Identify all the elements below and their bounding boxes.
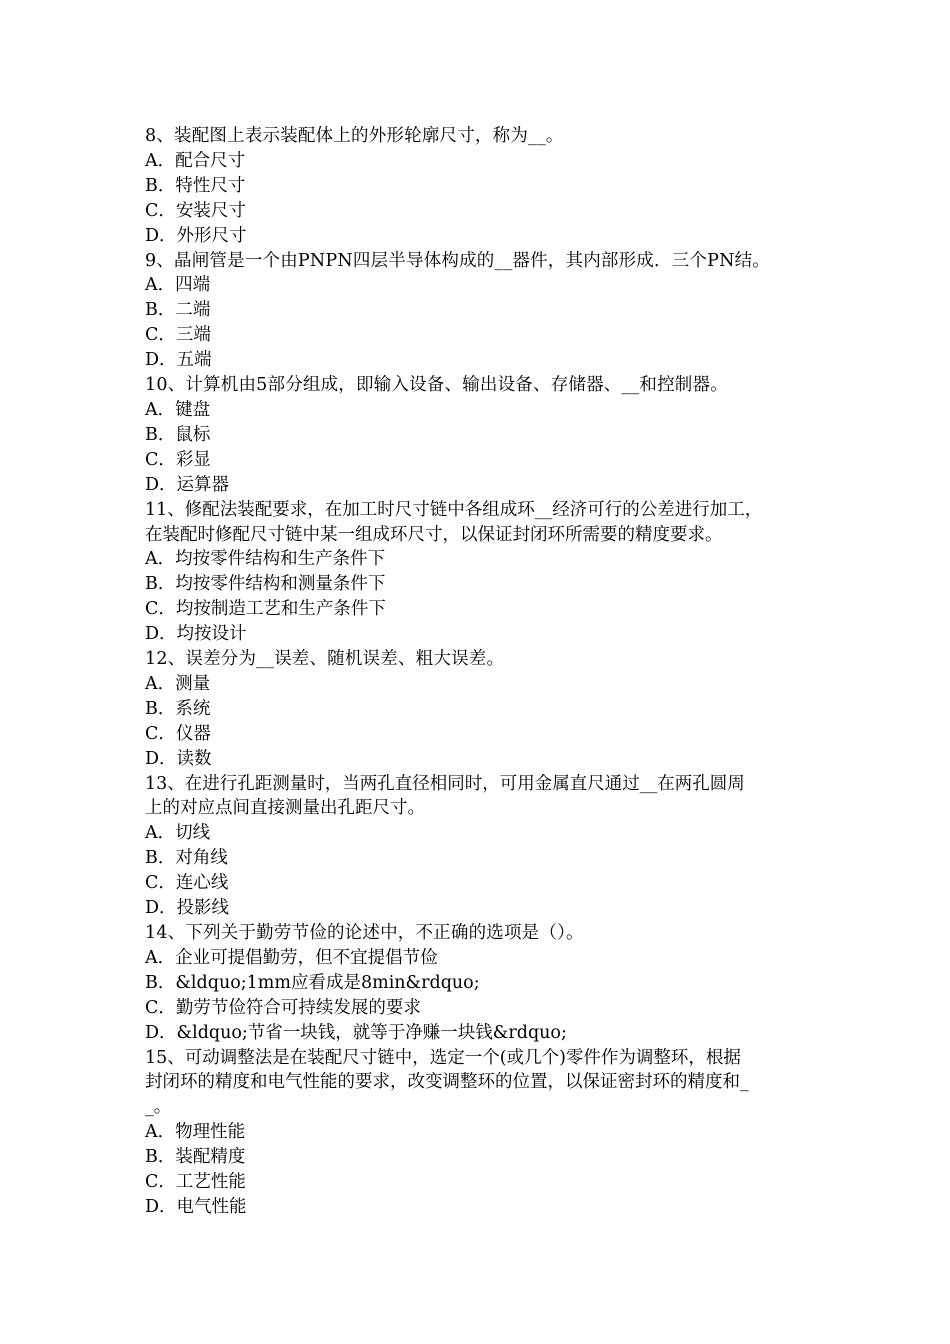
option-b: B．二端 xyxy=(145,300,211,321)
option-c: C．均按制造工艺和生产条件下 xyxy=(145,599,386,620)
question-text-line-2: 上的对应点间直接测量出孔距尺寸。 xyxy=(145,798,425,819)
document-page xyxy=(145,124,820,1220)
option-d: D．运算器 xyxy=(145,474,230,495)
option-c: C．安装尺寸 xyxy=(145,200,246,221)
option-d: D．外形尺寸 xyxy=(145,225,247,246)
option-d: D．&ldquo;节省一块钱，就等于净赚一块钱&rdquo; xyxy=(145,1022,567,1043)
question-11 xyxy=(145,498,820,647)
question-14 xyxy=(145,921,820,1046)
option-a: A．四端 xyxy=(145,275,211,296)
question-text: 14、下列关于勤劳节俭的论述中，不正确的选项是（）。 xyxy=(145,923,584,943)
option-c: C．勤劳节俭符合可持续发展的要求 xyxy=(145,997,421,1018)
option-a: A．企业可提倡勤劳，但不宜提倡节俭 xyxy=(145,947,438,968)
option-b: B．系统 xyxy=(145,698,211,719)
option-b: B．鼠标 xyxy=(145,424,211,445)
question-text: 10、计算机由5部分组成，即输入设备、输出设备、存储器、__和控制器。 xyxy=(145,375,728,396)
option-d: D．五端 xyxy=(145,350,212,371)
option-a: A．键盘 xyxy=(145,399,211,420)
option-c: C．彩显 xyxy=(145,449,211,470)
option-a: A．配合尺寸 xyxy=(145,150,246,171)
option-a: A．物理性能 xyxy=(145,1122,246,1143)
option-d: D．读数 xyxy=(145,748,212,769)
option-b: B．特性尺寸 xyxy=(145,175,246,196)
question-text-line-1: 15、可动调整法是在装配尺寸链中，选定一个(或几个)零件作为调整环，根据 xyxy=(145,1047,741,1068)
option-b: B．装配精度 xyxy=(145,1147,246,1168)
question-text: 9、晶闸管是一个由PNPN四层半导体构成的__器件，其内部形成．三个PN结。 xyxy=(145,250,770,271)
question-text: 8、装配图上表示装配体上的外形轮廓尺寸，称为__。 xyxy=(145,126,564,146)
question-text-line-2: 在装配时修配尺寸链中某一组成环尺寸，以保证封闭环所需要的精度要求。 xyxy=(145,524,723,545)
option-c: C．三端 xyxy=(145,325,211,346)
question-text-line-1: 11、修配法装配要求，在加工时尺寸链中各组成环__经济可行的公差进行加工， xyxy=(145,499,763,520)
option-b: B．对角线 xyxy=(145,848,228,869)
option-a: A．均按零件结构和生产条件下 xyxy=(145,549,386,570)
question-text: 12、误差分为__误差、随机误差、粗大误差。 xyxy=(145,649,505,670)
question-8 xyxy=(145,124,820,249)
question-12 xyxy=(145,647,820,772)
option-c: C．仪器 xyxy=(145,723,211,744)
question-text-line-2: 封闭环的精度和电气性能的要求，改变调整环的位置，以保证密封环的精度和_ xyxy=(145,1072,749,1093)
option-a: A．切线 xyxy=(145,823,211,844)
question-15 xyxy=(145,1046,820,1220)
option-a: A．测量 xyxy=(145,673,211,694)
question-9 xyxy=(145,249,820,374)
option-d: D．电气性能 xyxy=(145,1196,247,1217)
option-c: C．工艺性能 xyxy=(145,1172,246,1193)
question-13 xyxy=(145,772,820,921)
option-c: C．连心线 xyxy=(145,873,229,894)
option-d: D．均按设计 xyxy=(145,624,247,645)
option-b: B．均按零件结构和测量条件下 xyxy=(145,574,386,595)
option-b: B．&ldquo;1mm应看成是8min&rdquo; xyxy=(145,972,480,993)
question-10 xyxy=(145,373,820,498)
question-text-line-3: _。 xyxy=(145,1097,172,1118)
option-d: D．投影线 xyxy=(145,898,230,919)
question-text-line-1: 13、在进行孔距测量时，当两孔直径相同时，可用金属直尺通过__在两孔圆周 xyxy=(145,773,745,794)
